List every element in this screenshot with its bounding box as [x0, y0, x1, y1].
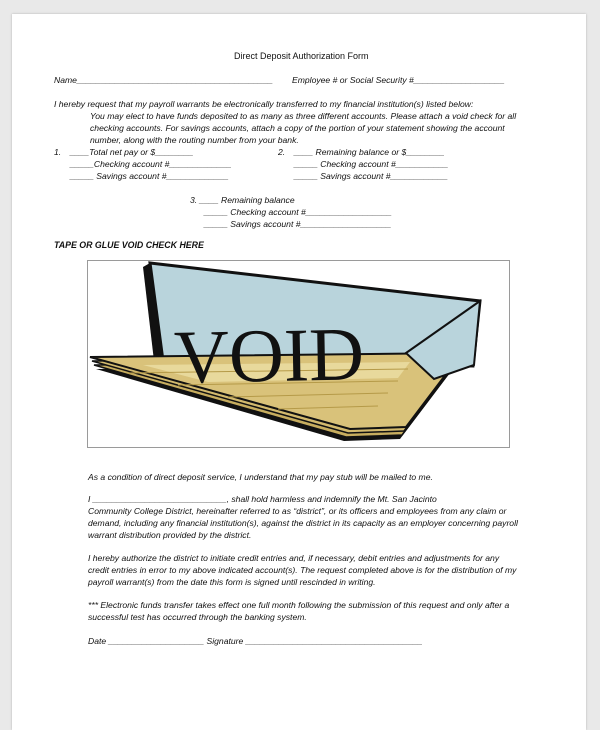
account-2-savings: _____ Savings account #____________	[294, 171, 448, 181]
account-1-checking: _____Checking account #_____________	[70, 159, 232, 169]
elect-text-line: checking accounts. For savings accounts, attach a copy of the portion of your statement showing the account	[90, 123, 505, 133]
eft-notice-line: *** Electronic funds transfer takes effect one full month following the submission of this request and only after a	[88, 600, 510, 610]
account-3-checking: _____ Checking account #__________________	[204, 207, 392, 217]
name-field: Name_________________________________________	[54, 75, 273, 85]
account-1-total-net-pay: ____Total net pay or $________	[70, 147, 194, 157]
request-statement: I hereby request that my payroll warrants be electronically transferred to my financial institution(s) listed below:	[54, 99, 474, 109]
account-2-number: 2.	[278, 147, 286, 157]
account-2-checking: _____ Checking account #___________	[294, 159, 449, 169]
hold-harmless-line: I ____________________________, shall hold harmless and indemnify the Mt. San Jacinto	[88, 494, 437, 504]
authorization-line: payroll warrant(s) from the date this form is signed until rescinded in writing.	[88, 577, 376, 587]
authorization-line: credit entries in error to my above indicated account(s). The request completed above is for the distribution of my	[88, 565, 517, 575]
hold-harmless-line: demand, including any financial institution(s), against the district in its capacity as an employer concerning payroll	[88, 518, 518, 528]
void-check-area	[87, 260, 510, 448]
pay-stub-condition: As a condition of direct deposit service, I understand that my pay stub will be mailed to me.	[88, 472, 433, 482]
void-check-illustration	[88, 261, 509, 447]
void-stamp-text: VOID	[173, 312, 365, 400]
date-signature-line: Date ____________________ Signature _____________________________________	[88, 636, 423, 646]
elect-text-line: number, along with the routing number from your bank.	[90, 135, 299, 145]
authorization-line: I hereby authorize the district to initiate credit entries and, if necessary, debit entries and adjustments for any	[88, 553, 500, 563]
account-3-savings: _____ Savings account #___________________	[204, 219, 392, 229]
hold-harmless-line: warrant distribution provided by the district.	[88, 530, 252, 540]
account-1-number: 1.	[54, 147, 62, 157]
elect-text-line: You may elect to have funds deposited to as many as three different accounts. Please attach a void check for all	[90, 111, 517, 121]
account-2-remaining-balance: ____ Remaining balance or $________	[294, 147, 445, 157]
hold-harmless-line: Community College District, hereinafter referred to as “district”, or its officers and employees from any claim or	[88, 506, 507, 516]
document-page	[12, 14, 586, 730]
account-3-remaining-balance: 3. ____ Remaining balance	[190, 195, 295, 205]
form-title: Direct Deposit Authorization Form	[234, 51, 369, 61]
eft-notice-line: successful test has occurred through the banking system.	[88, 612, 307, 622]
employee-number-field: Employee # or Social Security #___________________	[292, 75, 505, 85]
void-check-heading: TAPE OR GLUE VOID CHECK HERE	[54, 240, 204, 250]
account-1-savings: _____ Savings account #_____________	[70, 171, 229, 181]
